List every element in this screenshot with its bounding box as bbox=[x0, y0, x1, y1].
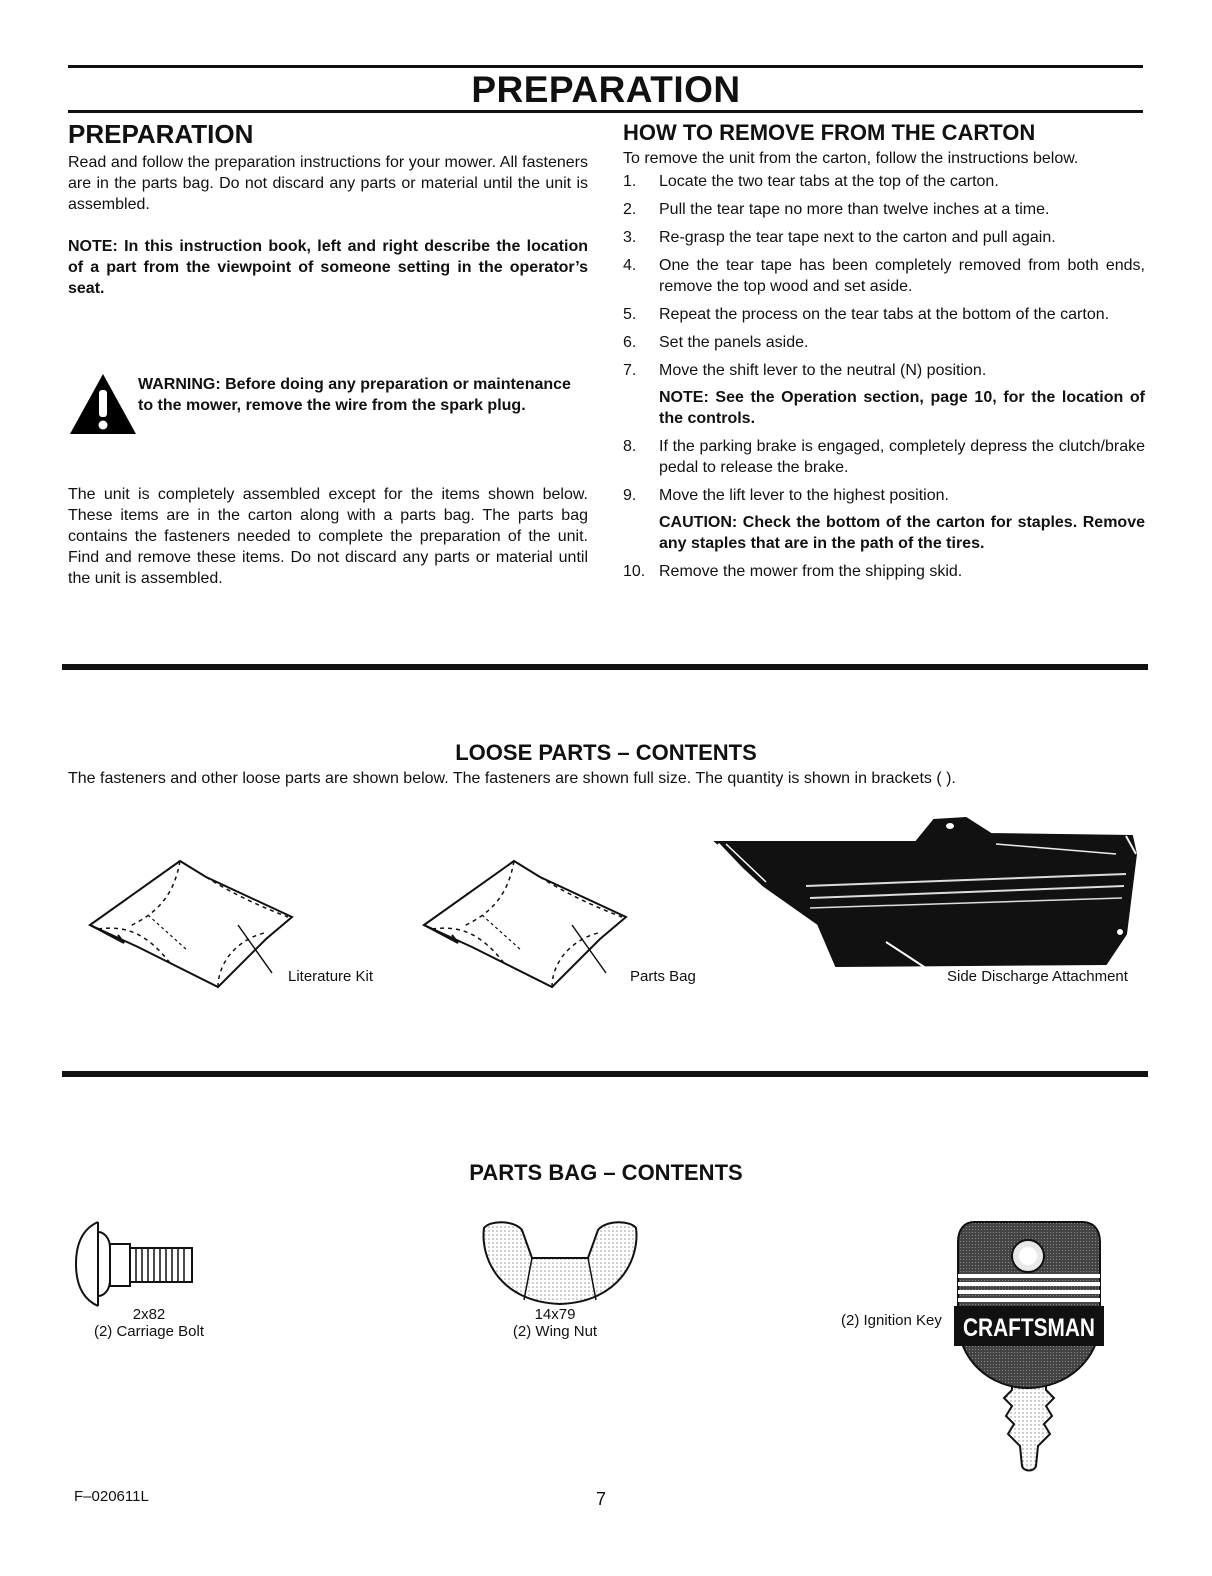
carton-caution: CAUTION: Check the bottom of the carton for staples. Remove any staples that are in the path of the tires. bbox=[659, 514, 1145, 552]
literature-kit-label: Literature Kit bbox=[288, 968, 374, 985]
carton-intro: To remove the unit from the carton, follow the instructions below. bbox=[623, 150, 1079, 167]
warning-icon bbox=[68, 372, 138, 438]
warning-block bbox=[68, 372, 588, 442]
carton-step: 6. Set the panels aside. bbox=[623, 334, 809, 351]
carriage-bolt-code: 2x82 bbox=[132, 1306, 166, 1323]
carton-steps bbox=[623, 171, 1145, 582]
warning-text: WARNING: Before doing any preparation or maintenance to the mower, remove the wire from the spark plug. bbox=[138, 376, 571, 414]
title-underline bbox=[68, 110, 1143, 113]
carton-note: NOTE: See the Operation section, page 10, for the location of the controls. bbox=[659, 389, 1145, 427]
carton-step: 1. Locate the two tear tabs at the top of the carton. bbox=[623, 173, 999, 190]
wing-nut-code: 14x79 bbox=[534, 1306, 576, 1323]
preparation-section bbox=[68, 118, 588, 299]
document-code: F–020611L bbox=[74, 1488, 149, 1505]
carton-step: 2. Pull the tear tape no more than twelve inches at a time. bbox=[623, 201, 1050, 218]
ignition-key-icon bbox=[954, 1220, 1104, 1475]
carriage-bolt-icon bbox=[74, 1218, 204, 1310]
key-brand-text: CRAFTSMAN bbox=[963, 1314, 1095, 1342]
loose-parts-heading: LOOSE PARTS – CONTENTS bbox=[455, 740, 757, 765]
wing-nut-label: (2) Wing Nut bbox=[512, 1323, 598, 1340]
preparation-intro: Read and follow the preparation instructions for your mower. All fasteners are in the parts bag. Do not discard any parts or material until the unit is assembled. bbox=[68, 154, 588, 213]
carton-heading: HOW TO REMOVE FROM THE CARTON bbox=[623, 120, 1036, 145]
side-discharge-label: Side Discharge Attachment bbox=[947, 968, 1128, 985]
parts-bag-icon bbox=[422, 855, 642, 990]
preparation-heading: PREPARATION bbox=[68, 119, 254, 149]
carton-step: 7. Move the shift lever to the neutral (N) position. bbox=[623, 362, 987, 379]
carton-step: 4. One the tear tape has been completely removed from both ends, remove the top wood and set aside. bbox=[623, 257, 1145, 295]
parts-bag-label: Parts Bag bbox=[630, 968, 696, 985]
section-divider bbox=[62, 1071, 1148, 1077]
literature-kit-icon bbox=[88, 855, 308, 990]
carton-step: 9. Move the lift lever to the highest position. bbox=[623, 487, 949, 504]
preparation-body: The unit is completely assembled except for the items shown below. These items are in the carton along with a parts bag. The parts bag contains the fasteners needed to complete the preparation of the unit. Find and remove these items. Do not discard any parts or material until the unit is assembled. bbox=[68, 486, 588, 587]
ignition-key-label: (2) Ignition Key bbox=[841, 1312, 942, 1329]
carton-step: 3. Re-grasp the tear tape next to the carton and pull again. bbox=[623, 229, 1056, 246]
side-discharge-icon bbox=[706, 814, 1146, 974]
page-number: 7 bbox=[596, 1489, 607, 1509]
carton-step: 10. Remove the mower from the shipping skid. bbox=[623, 563, 963, 580]
preparation-body-block bbox=[68, 484, 588, 589]
page-title: PREPARATION bbox=[471, 69, 741, 110]
parts-bag-heading: PARTS BAG – CONTENTS bbox=[469, 1160, 743, 1185]
section-divider bbox=[62, 664, 1148, 670]
carriage-bolt-label: (2) Carriage Bolt bbox=[93, 1323, 205, 1340]
loose-parts-intro: The fasteners and other loose parts are shown below. The fasteners are shown full size. The quantity is shown in brackets ( ). bbox=[68, 770, 956, 787]
carton-step: 8. If the parking brake is engaged, completely depress the clutch/brake pedal to release the brake. bbox=[623, 438, 1145, 476]
carton-section bbox=[623, 118, 1145, 582]
carton-step: 5. Repeat the process on the tear tabs at the bottom of the carton. bbox=[623, 306, 1110, 323]
wing-nut-icon bbox=[480, 1218, 640, 1308]
preparation-note: NOTE: In this instruction book, left and right describe the location of a part from the viewpoint of someone setting in the operator’s seat. bbox=[68, 238, 588, 297]
